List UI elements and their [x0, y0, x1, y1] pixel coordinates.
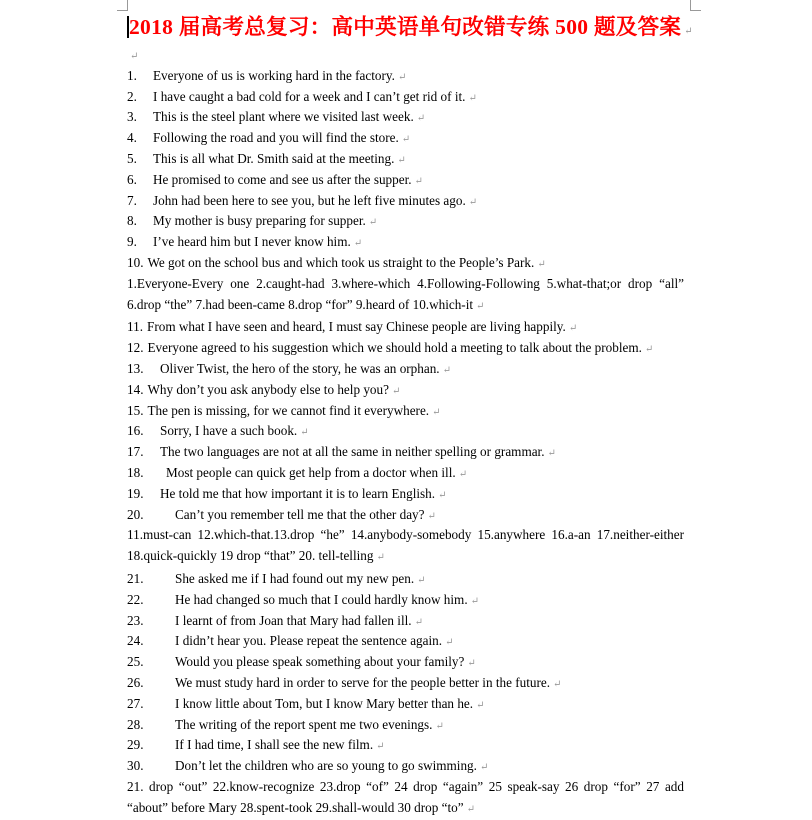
- paragraph-mark-icon: ↵: [476, 300, 485, 312]
- exercise-group-1-10: [127, 66, 684, 274]
- answers-21-30: 21. drop “out” 22.know-recognize 23.drop “of” 24 drop “again” 25 speak-say 26 drop “for” 27 add “about” before Mary 28.spent-took 29.shall-would 30 drop “to” ↵: [127, 778, 684, 815]
- exercise-item: [127, 611, 684, 632]
- item-number: 13.: [127, 360, 144, 376]
- exercise-item: [127, 211, 684, 232]
- exercise-item: [127, 191, 684, 212]
- item-number: 14.: [127, 381, 144, 397]
- paragraph-mark-icon: ↵: [479, 762, 489, 774]
- item-text: I’ve heard him but I never know him.: [153, 234, 351, 250]
- paragraph-mark-icon: ↵: [414, 175, 423, 187]
- exercise-item: [127, 569, 684, 590]
- item-text: Most people can quick get help from a doctor when ill.: [166, 464, 456, 480]
- item-text: Everyone of us is working hard in the factory.: [153, 67, 395, 83]
- item-text: If I had time, I shall see the new film.: [175, 737, 374, 753]
- item-text: She asked me if I had found out my new pen.: [175, 570, 415, 586]
- item-text: The pen is missing, for we cannot find it everywhere.: [147, 402, 430, 418]
- paragraph-mark-icon: ↵: [458, 468, 468, 480]
- paragraph-mark-icon: ↵: [368, 217, 378, 229]
- exercise-item: [127, 694, 684, 715]
- item-text: This is all what Dr. Smith said at the meeting.: [153, 150, 395, 166]
- answers-1-10: 1.Everyone-Every one 2.caught-had 3.where-which 4.Following-Following 5.what-that;or drop “all” 6.drop “the” 7.had been-came 8.drop “for” 9.heard of 10.which-it ↵: [127, 275, 684, 312]
- paragraph-mark-icon: ↵: [684, 26, 693, 37]
- item-text: I know little about Tom, but I know Mary better than he.: [175, 695, 474, 711]
- exercise-item: [127, 505, 684, 526]
- item-text: Would you please speak something about your family?: [175, 654, 465, 670]
- item-text: I have caught a bad cold for a week and I can’t get rid of it.: [153, 88, 466, 104]
- paragraph-mark-icon: ↵: [644, 344, 654, 356]
- title-text: 2018 届高考总复习：高中英语单句改错专练 500 题及答案: [129, 15, 682, 39]
- exercise-item: [127, 128, 684, 149]
- paragraph-mark-icon: ↵: [468, 196, 478, 208]
- item-number: 9.: [127, 234, 137, 250]
- paragraph-mark-icon: ↵: [470, 595, 480, 607]
- item-number: 23.: [127, 612, 144, 628]
- paragraph-mark-icon: ↵: [417, 574, 426, 586]
- item-number: 1.: [127, 67, 137, 83]
- item-number: 15.: [127, 402, 144, 418]
- item-number: 10.: [127, 254, 144, 270]
- item-text: We got on the school bus and which took us straight to the People’s Park.: [147, 254, 535, 270]
- item-number: 26.: [127, 674, 144, 690]
- item-number: 28.: [127, 716, 144, 732]
- exercise-group-21-30: [127, 569, 684, 777]
- exercise-item: [127, 715, 684, 736]
- paragraph-mark-icon: ↵: [414, 616, 423, 628]
- exercise-item: [127, 673, 684, 694]
- item-number: 7.: [127, 192, 137, 208]
- item-number: 29.: [127, 737, 144, 753]
- item-number: 24.: [127, 633, 144, 649]
- exercise-item: [127, 359, 684, 380]
- paragraph-mark-icon: ↵: [397, 71, 407, 83]
- paragraph-mark-icon: ↵: [376, 741, 385, 753]
- exercise-item: [127, 170, 684, 191]
- exercise-item: [127, 87, 684, 108]
- exercise-item: [127, 149, 684, 170]
- item-text: He told me that how important it is to learn English.: [160, 485, 436, 501]
- item-number: 11.: [127, 319, 143, 335]
- exercise-item: [127, 463, 684, 484]
- item-number: 20.: [127, 506, 144, 522]
- item-text: From what I have seen and heard, I must say Chinese people are living happily.: [147, 319, 566, 335]
- exercise-item: [127, 338, 684, 359]
- paragraph-mark-icon: ↵: [300, 427, 309, 439]
- paragraph-mark-icon: ↵: [438, 489, 447, 501]
- item-number: 4.: [127, 130, 137, 146]
- exercise-item: [127, 107, 684, 128]
- answers-11-20: 11.must-can 12.which-that.13.drop “he” 14.anybody-somebody 15.anywhere 16.a-an 17.neither-either 18.quick-quickly 19 drop “that” 20. tell-telling ↵: [127, 527, 684, 564]
- item-number: 5.: [127, 150, 137, 166]
- item-text: Everyone agreed to his suggestion which we should hold a meeting to talk about the problem.: [147, 340, 642, 356]
- paragraph-mark-icon: ↵: [568, 323, 578, 335]
- item-number: 22.: [127, 591, 144, 607]
- exercise-item: [127, 401, 684, 422]
- paragraph-mark-icon: ↵: [432, 406, 441, 418]
- paragraph-mark-icon: ↵: [130, 51, 139, 62]
- item-text: The writing of the report spent me two evenings.: [175, 716, 433, 732]
- paragraph-mark-icon: ↵: [397, 154, 406, 166]
- item-text: We must study hard in order to serve for the people better in the future.: [175, 674, 551, 690]
- paragraph-mark-icon: ↵: [553, 678, 562, 690]
- item-number: 30.: [127, 758, 144, 774]
- item-text: I learnt of from Joan that Mary had fallen ill.: [175, 612, 412, 628]
- paragraph-mark-icon: ↵: [547, 448, 556, 460]
- item-text: Why don’t you ask anybody else to help you?: [147, 381, 389, 397]
- document-title[interactable]: [127, 10, 693, 41]
- item-text: Don’t let the children who are so young to go swimming.: [175, 758, 477, 774]
- item-number: 17.: [127, 444, 144, 460]
- paragraph-mark-icon: ↵: [401, 134, 411, 146]
- exercise-item: [127, 442, 684, 463]
- exercise-item: [127, 484, 684, 505]
- document-body[interactable]: [127, 45, 684, 820]
- item-text: This is the steel plant where we visited last week.: [153, 109, 414, 125]
- paragraph-mark-icon: ↵: [391, 385, 401, 397]
- item-number: 18.: [127, 464, 144, 480]
- paragraph-mark-icon: ↵: [353, 238, 363, 250]
- item-number: 25.: [127, 654, 144, 670]
- item-text: Sorry, I have a such book.: [160, 423, 298, 439]
- item-text: John had been here to see you, but he left five minutes ago.: [153, 192, 466, 208]
- item-number: 6.: [127, 171, 137, 187]
- item-text: He had changed so much that I could hardly know him.: [175, 591, 468, 607]
- item-text: I didn’t hear you. Please repeat the sentence again.: [175, 633, 443, 649]
- paragraph-mark-icon: ↵: [466, 803, 475, 815]
- item-number: 21.: [127, 570, 144, 586]
- exercise-item: [127, 317, 684, 338]
- paragraph-mark-icon: ↵: [442, 364, 451, 376]
- item-text: He promised to come and see us after the supper.: [153, 171, 412, 187]
- exercise-item: [127, 631, 684, 652]
- item-number: 3.: [127, 109, 137, 125]
- item-number: 19.: [127, 485, 144, 501]
- item-text: My mother is busy preparing for supper.: [153, 213, 366, 229]
- paragraph-mark-icon: ↵: [427, 510, 436, 522]
- paragraph-mark-icon: ↵: [468, 92, 477, 104]
- exercise-item: [127, 756, 684, 777]
- item-text: Oliver Twist, the hero of the story, he was an orphan.: [160, 360, 440, 376]
- exercise-item: [127, 590, 684, 611]
- exercise-item: [127, 232, 684, 253]
- paragraph-mark-icon: ↵: [416, 113, 426, 125]
- exercise-item: [127, 735, 684, 756]
- item-text: The two languages are not at all the same in neither spelling or grammar.: [160, 444, 545, 460]
- exercise-item: [127, 421, 684, 442]
- paragraph-mark-icon: ↵: [476, 699, 485, 711]
- paragraph-mark-icon: ↵: [435, 720, 444, 732]
- item-number: 16.: [127, 423, 144, 439]
- item-number: 27.: [127, 695, 144, 711]
- empty-paragraph: [127, 45, 684, 66]
- exercise-group-11-20: [127, 317, 684, 525]
- item-text: Following the road and you will find the store.: [153, 130, 399, 146]
- exercise-item: [127, 253, 684, 274]
- item-number: 2.: [127, 88, 137, 104]
- exercise-item: [127, 66, 684, 87]
- item-text: Can’t you remember tell me that the other day?: [175, 506, 425, 522]
- item-number: 12.: [127, 340, 144, 356]
- exercise-item: [127, 652, 684, 673]
- paragraph-mark-icon: ↵: [376, 552, 385, 564]
- item-number: 8.: [127, 213, 137, 229]
- paragraph-mark-icon: ↵: [445, 637, 454, 649]
- paragraph-mark-icon: ↵: [537, 258, 546, 270]
- exercise-item: [127, 380, 684, 401]
- paragraph-mark-icon: ↵: [467, 658, 476, 670]
